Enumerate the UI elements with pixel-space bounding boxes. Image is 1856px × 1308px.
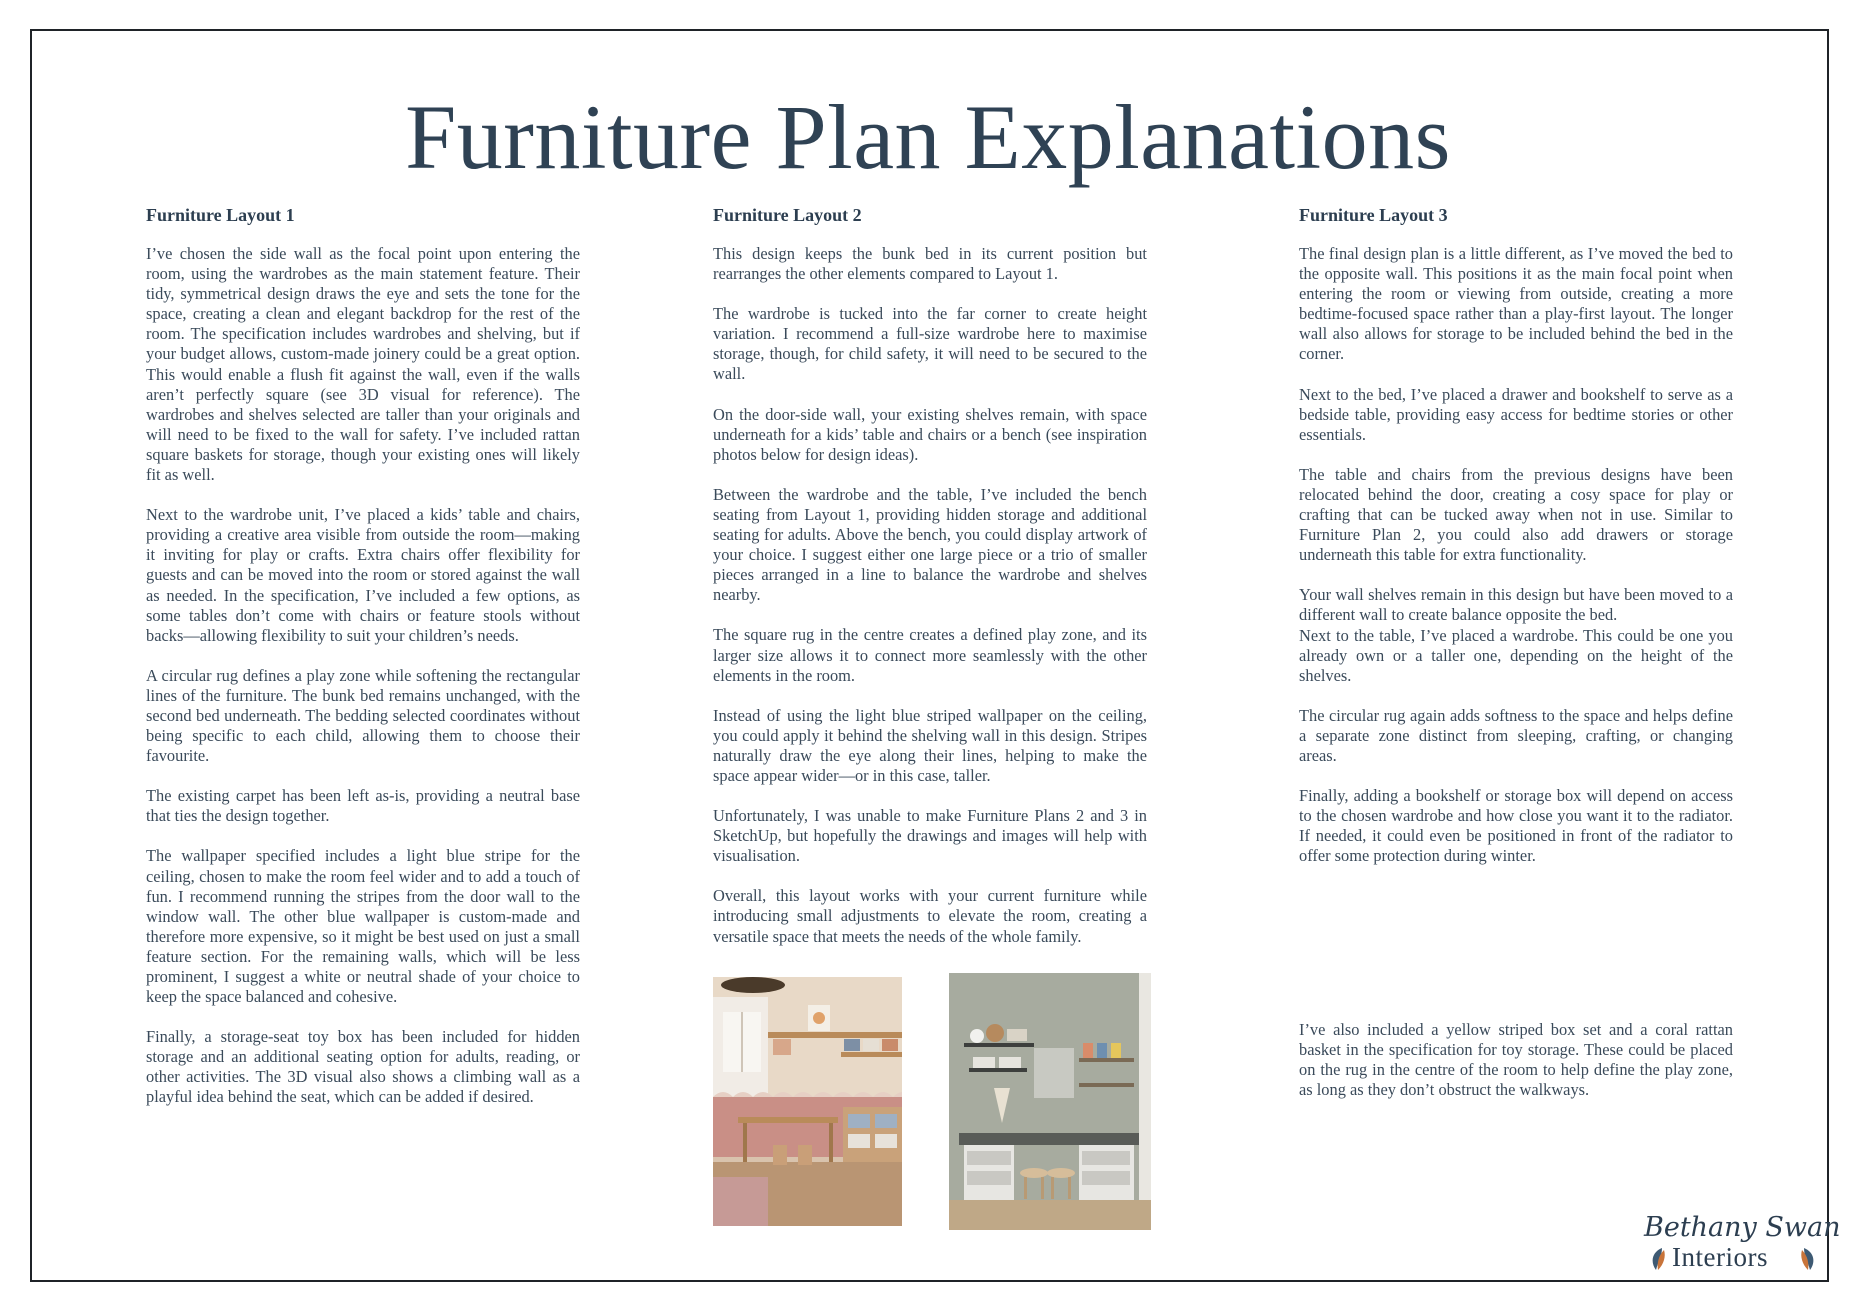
logo-word-text: Interiors	[1672, 1242, 1768, 1272]
logo-script-text: Bethany Swan	[1644, 1212, 1841, 1243]
layout-1-paragraph: Finally, a storage-seat toy box has been included for hidden storage and an additional seating option for adults, reading, or other activities. The 3D visual also shows a climbing wall as a playful idea behind the seat, which can be added if desired.	[146, 1027, 580, 1107]
layout-1-heading: Furniture Layout 1	[146, 205, 295, 225]
inspiration-photo-green-room	[949, 973, 1151, 1230]
layout-2-paragraph: The wardrobe is tucked into the far corner to create height variation. I recommend a full-size wardrobe here to maximise storage, though, for child safety, it will need to be secured to the wall.	[713, 304, 1147, 384]
layout-2-heading: Furniture Layout 2	[713, 205, 862, 225]
layout-3-paragraph: The final design plan is a little different, as I’ve moved the bed to the opposite wall. This positions it as the main focal point when entering the room or viewing from outside, creating a more bedtime-focused space rather than a play-first layout. The longer wall also allows for storage to be included behind the bed in the corner.	[1299, 244, 1733, 364]
layout-3-heading: Furniture Layout 3	[1299, 205, 1448, 225]
layout-1-paragraph: A circular rug defines a play zone while softening the rectangular lines of the furniture. The bunk bed remains unchanged, with the second bed underneath. The bedding selected coordinates without being specific to each child, allowing them to choose their favourite.	[146, 665, 580, 766]
layout-2-paragraph: Instead of using the light blue striped wallpaper on the ceiling, you could apply it behind the shelving wall in this design. Stripes naturally draw the eye along their lines, helping to make the space appear wider—or in this case, taller.	[713, 705, 1147, 785]
inspiration-photo-pink-room	[713, 977, 902, 1226]
layout-1-paragraph: The wallpaper specified includes a light blue stripe for the ceiling, chosen to make the room feel wider and to add a touch of fun. I recommend running the stripes from the door wall to the window wall. The other blue wallpaper is custom-made and therefore more expensive, so it might be best used on just a small feature section. For the remaining walls, which will be less prominent, I suggest a white or neutral shade of your choice to keep the space balanced and cohesive.	[146, 846, 580, 1007]
page-title: Furniture Plan Explanations	[405, 86, 1451, 188]
layout-3-paragraph: Next to the bed, I’ve placed a drawer and bookshelf to serve as a bedside table, providing easy access for bedtime stories or other essentials.	[1299, 384, 1733, 444]
layout-1-paragraph: Next to the wardrobe unit, I’ve placed a kids’ table and chairs, providing a creative area visible from outside the room—making it inviting for play or crafts. Extra chairs offer flexibility for guests and can be moved into the room or stored against the wall as needed. In the specification, I’ve included a few options, as some tables don’t come with chairs or feature stools without backs—allowing flexibility to suit your children’s needs.	[146, 505, 580, 645]
layout-3-paragraph: The table and chairs from the previous designs have been relocated behind the door, creating a cosy space for play or crafting that can be tucked away when not in use. Similar to Furniture Plan 2, you could also add drawers or storage underneath this table for extra functionality.	[1299, 464, 1733, 565]
layout-2-paragraph: On the door-side wall, your existing shelves remain, with space underneath for a kids’ table and chairs or a bench (see inspiration photos below for design ideas).	[713, 404, 1147, 464]
leaf-icon	[1648, 1246, 1668, 1272]
layout-2-column	[713, 205, 1147, 967]
layout-3-paragraph: Your wall shelves remain in this design but have been moved to a different wall to create balance opposite the bed.	[1299, 585, 1733, 625]
layout-2-paragraph: Overall, this layout works with your current furniture while introducing small adjustments to elevate the room, creating a versatile space that meets the needs of the whole family.	[713, 886, 1147, 946]
leaf-icon	[1798, 1246, 1818, 1272]
layout-3-paragraph: I’ve also included a yellow striped box set and a coral rattan basket in the specification for toy storage. These could be placed on the rug in the centre of the room to help define the play zone, as long as they don’t obstruct the walkways.	[1299, 1020, 1733, 1100]
layout-1-paragraph: The existing carpet has been left as-is, providing a neutral base that ties the design together.	[146, 786, 580, 826]
layout-3-column	[1299, 205, 1733, 1100]
layout-1-column	[146, 205, 580, 1128]
brand-logo	[1632, 1212, 1841, 1282]
layout-3-paragraph: The circular rug again adds softness to the space and helps define a separate zone distinct from sleeping, crafting, or changing areas.	[1299, 705, 1733, 765]
layout-1-paragraph: I’ve chosen the side wall as the focal point upon entering the room, using the wardrobes as the main statement feature. Their tidy, symmetrical design draws the eye and sets the tone for the space, creating a clean and elegant backdrop for the rest of the room. The specification includes wardrobes and shelving, but if your budget allows, custom-made joinery could be a great option. This would enable a flush fit against the wall, even if the walls aren’t perfectly square (see 3D visual for reference). The wardrobes and shelves selected are taller than your originals and will need to be fixed to the wall for safety. I’ve included rattan square baskets for storage, though your existing ones will likely fit as well.	[146, 244, 580, 485]
layout-2-paragraph: Unfortunately, I was unable to make Furniture Plans 2 and 3 in SketchUp, but hopefully the drawings and images will help with visualisation.	[713, 806, 1147, 866]
layout-3-paragraph: Finally, adding a bookshelf or storage box will depend on access to the chosen wardrobe and how close you want it to the radiator. If needed, it could even be positioned in front of the radiator to offer some protection during winter.	[1299, 786, 1733, 866]
layout-2-paragraph: This design keeps the bunk bed in its current position but rearranges the other elements compared to Layout 1.	[713, 244, 1147, 284]
layout-3-paragraph: Next to the table, I’ve placed a wardrobe. This could be one you already own or a taller one, depending on the height of the shelves.	[1299, 625, 1733, 685]
layout-2-paragraph: Between the wardrobe and the table, I’ve included the bench seating from Layout 1, providing hidden storage and additional seating for adults. Above the bench, you could display artwork of your choice. I suggest either one large piece or a trio of smaller pieces arranged in a line to balance the wardrobe and shelves nearby.	[713, 484, 1147, 605]
layout-2-paragraph: The square rug in the centre creates a defined play zone, and its larger size allows it to connect more seamlessly with the other elements in the room.	[713, 625, 1147, 685]
